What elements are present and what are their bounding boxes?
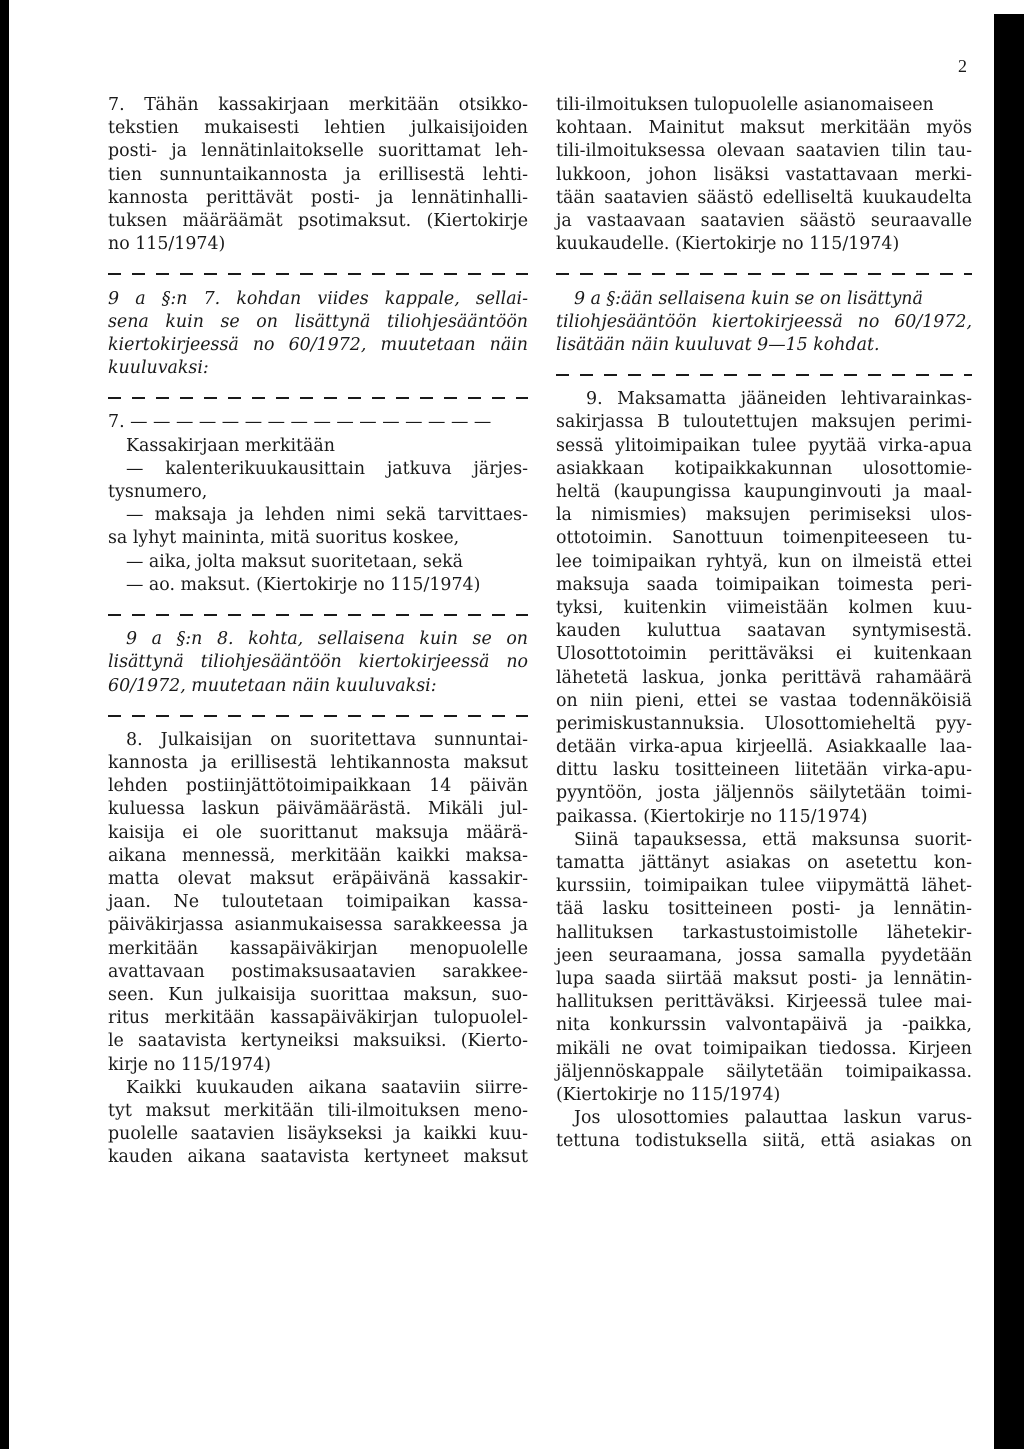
text-line: jeen seuraamana, jossa samalla pyydetään: [556, 945, 972, 966]
section-separator-dashes: [556, 260, 972, 283]
text-line: seen. Kun julkaisija suorittaa maksun, suo-: [108, 984, 528, 1005]
text-line: lisätään näin kuuluvat 9—15 kohdat.: [556, 334, 880, 355]
text-line: 9 a §:n 7. kohdan viides kappale, sellai-: [108, 288, 528, 309]
text-line: sessä ylitoimipaikan tulee pyytää virka-apua: [556, 435, 972, 456]
text-line: asiakkaan kotipaikkakunnan ulosottomie-: [556, 458, 972, 479]
text-line: tyt maksut merkitään tili-ilmoituksen meno-: [108, 1100, 528, 1121]
text-line: maksuja saada toimipaikan toimesta peri-: [556, 574, 972, 595]
text-line: pyyntöön, josta jäljennös säilytetään toimi-: [556, 783, 972, 804]
text-line: tyksi, kuitenkin viimeistään kolmen kuu-: [556, 597, 972, 618]
text-line: tää lasku tositteineen posti- ja lennätin-: [556, 899, 972, 920]
text-line: tiliohjesääntöön kiertokirjeessä no 60/1972,: [556, 311, 972, 332]
left-column: [108, 94, 528, 1169]
text-line: dittu lasku tositteineen liitetään virka-apu-: [556, 760, 972, 781]
text-line: kannosta perittävät posti- ja lennätinhalli-: [108, 187, 528, 208]
text-line: Kaikki kuukauden aikana saataviin siirre-: [126, 1077, 528, 1098]
text-line: jaan. Ne tuloutetaan toimipaikan kassa-: [108, 892, 528, 913]
text-line: — maksaja ja lehden nimi sekä tarvittaes-: [126, 505, 528, 526]
text-line: Kassakirjaan merkitään: [126, 435, 335, 456]
text-line: paikassa. (Kiertokirje no 115/1974): [556, 806, 868, 827]
text-line: — ao. maksut. (Kiertokirje no 115/1974): [126, 574, 481, 595]
text-line: kuukaudelle. (Kiertokirje no 115/1974): [556, 234, 900, 255]
text-line: merkitään kassapäiväkirjan menopuolelle: [108, 938, 528, 959]
text-line: kauden kuluttua saatavan syntymisestä.: [556, 621, 972, 642]
text-line: kohtaan. Mainitut maksut merkitään myös: [556, 118, 972, 139]
text-line: la nimismies) maksujen perimiseksi ulos-: [556, 505, 972, 526]
text-line: tuksen määräämät psotimaksut. (Kiertokirje: [108, 210, 528, 231]
text-line: lukkoon, johon lisäksi vastattavaan merki-: [556, 164, 972, 185]
text-line: Jos ulosottomies palauttaa laskun varus-: [574, 1108, 972, 1129]
text-line: (Kiertokirje no 115/1974): [556, 1084, 781, 1105]
text-line: tään saatavien säästö edelliseltä kuukaudelta: [556, 187, 972, 208]
section-separator-dashes: [108, 384, 528, 407]
text-line: päiväkirjassa asianmukaisessa sarakkeessa ja: [108, 915, 528, 936]
text-line: kurssiin, toimipaikan tulee viipymättä lähet-: [556, 876, 972, 897]
text-line: mikäli ne ovat toimipaikan tiedossa. Kirjeen: [556, 1038, 972, 1059]
section-separator-dashes: [108, 702, 528, 725]
text-line: lee toimipaikan ryhtyä, kun on ilmeistä ettei: [556, 551, 972, 572]
text-line: kaisija ei ole suorittanut maksuja määrä-: [108, 822, 528, 843]
text-line: tysnumero,: [108, 482, 208, 502]
text-line: 7. — — — — — — — — — — — — — — — —: [108, 412, 492, 433]
text-line: sakirjassa B tuloutettujen maksujen perimi-: [556, 412, 972, 433]
text-line: Siinä tapauksessa, että maksunsa suorit-: [574, 829, 972, 850]
text-line: posti- ja lennätinlaitokselle suorittamat leh-: [108, 141, 528, 162]
text-line: aikana mennessä, merkitään kaikki maksa-: [108, 845, 528, 866]
text-line: kuuluvaksi:: [108, 358, 209, 379]
text-line: Ulosottotoimin perittäväksi ei kuitenkaan: [556, 644, 972, 665]
text-line: perimiskustannuksia. Ulosottomieheltä pyy-: [556, 713, 972, 734]
text-line: — kalenterikuukausittain jatkuva järjes-: [126, 458, 528, 479]
text-line: kuluessa laskun päivämäärästä. Mikäli jul-: [108, 799, 528, 820]
text-line: 8. Julkaisijan on suoritettava sunnuntai-: [126, 729, 528, 750]
right-column: [556, 94, 972, 1153]
text-line: kauden aikana saatavista kertyneet maksut: [108, 1147, 528, 1168]
text-line: 60/1972, muutetaan näin kuuluvaksi:: [108, 675, 437, 696]
text-line: 9 a §:n 8. kohta, sellaisena kuin se on: [126, 629, 528, 650]
text-line: matta olevat maksut eräpäivänä kassakir-: [108, 869, 528, 889]
text-line: jäljennöskappale säilytetään toimipaikassa.: [556, 1061, 972, 1082]
text-line: ottotoimin. Sanottuun toimenpiteeseen tu-: [556, 528, 972, 549]
right-scan-border: [994, 14, 1024, 1449]
text-line: heltä (kaupungissa kaupunginvouti ja maal-: [556, 482, 972, 502]
text-line: tili-ilmoituksen tulopuolelle asianomaiseen: [556, 95, 934, 115]
text-line: 9 a §:ään sellaisena kuin se on lisättynä: [574, 288, 923, 309]
text-line: no 115/1974): [108, 234, 226, 255]
text-line: kiertokirjeessä no 60/1972, muutetaan näin: [108, 334, 528, 355]
text-line: on niin pieni, ettei se vastaa todennäköisiä: [556, 690, 972, 711]
text-line: kirje no 115/1974): [108, 1054, 271, 1075]
text-line: lähetetä laskua, jonka perittävä rahamäärä: [556, 667, 972, 688]
text-line: tettuna todistuksella siitä, että asiakas on: [556, 1131, 972, 1152]
text-line: avattavaan postimaksusaatavien sarakkee-: [108, 961, 528, 982]
text-line: tien sunnuntaikannosta ja erillisestä lehti-: [108, 164, 528, 185]
text-line: nita konkurssin valvontapäivä ja -paikka,: [556, 1015, 972, 1036]
text-line: sa lyhyt maininta, mitä suoritus koskee,: [108, 528, 460, 549]
text-line: 9. Maksamatta jääneiden lehtivarainkas-: [586, 389, 972, 410]
text-line: ja vastaavaan saatavien säästö seuraavalle: [556, 210, 972, 231]
text-line: lupa saada siirtää maksut posti- ja lennätin-: [556, 968, 972, 989]
text-line: lisättynä tiliohjesääntöön kiertokirjeessä no: [108, 652, 528, 673]
text-line: lehden postiinjättötoimipaikkaan 14 päivän: [108, 776, 528, 797]
text-line: tamatta jättänyt asiakas on asetettu kon-: [556, 853, 972, 873]
left-scan-border: [0, 0, 9, 1449]
page-number: 2: [958, 56, 967, 76]
text-line: tili-ilmoituksessa olevaan saatavien tilin tau-: [556, 141, 972, 162]
text-line: hallituksen perittäväksi. Kirjeessä tulee mai-: [556, 992, 972, 1013]
text-line: hallituksen tarkastustoimistolle lähetekir-: [556, 922, 972, 943]
text-line: sena kuin se on lisättynä tiliohjesääntöön: [108, 311, 528, 332]
section-separator-dashes: [108, 601, 528, 624]
text-line: ritus merkitään kassapäiväkirjan tulopuolel-: [108, 1008, 528, 1029]
text-line: detään virka-apua kirjeellä. Asiakkaalle laa-: [556, 737, 972, 758]
text-line: puolelle saatavien lisäykseksi ja kaikki kuu-: [108, 1124, 528, 1145]
text-line: le saatavista kertyneiksi maksuiksi. (Kierto-: [108, 1031, 528, 1052]
section-separator-dashes: [556, 361, 972, 384]
text-line: tekstien mukaisesti lehtien julkaisijoiden: [108, 118, 528, 139]
text-line: kannosta ja erillisestä lehtikannosta maksut: [108, 753, 528, 774]
text-line: 7. Tähän kassakirjaan merkitään otsikko-: [108, 95, 528, 115]
text-line: — aika, jolta maksut suoritetaan, sekä: [126, 551, 464, 572]
section-separator-dashes: [108, 260, 528, 283]
